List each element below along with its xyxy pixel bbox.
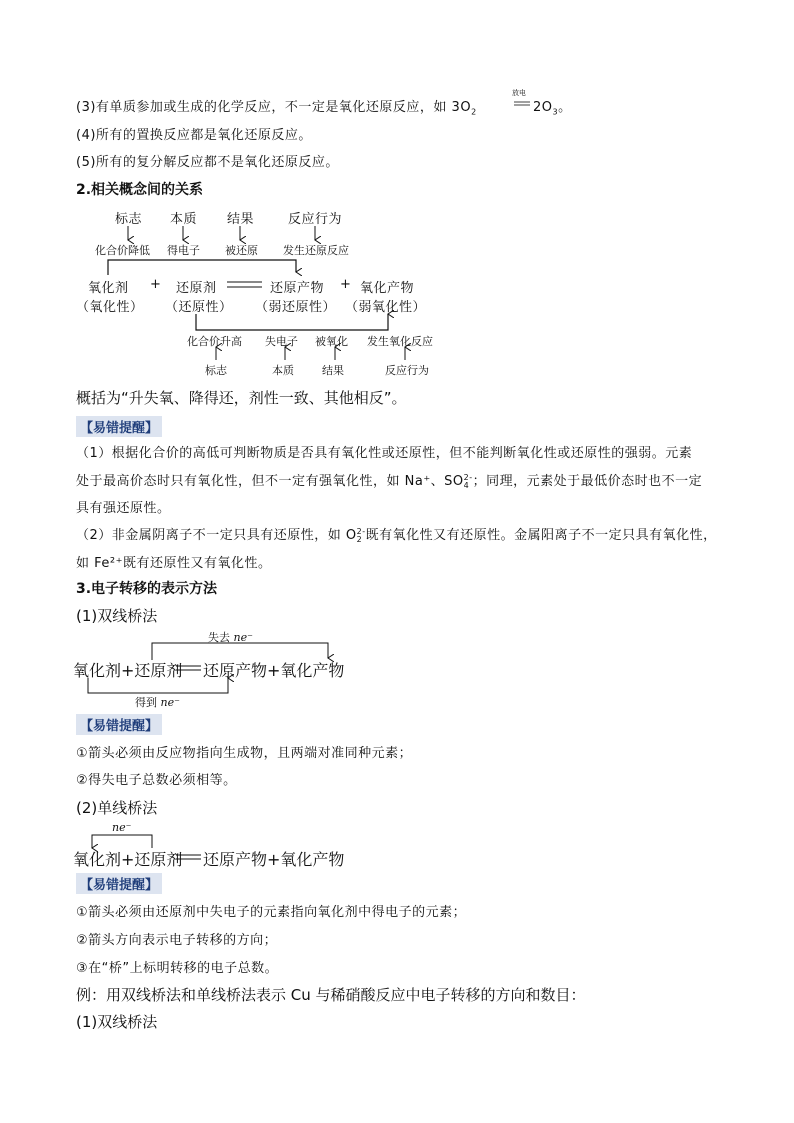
top-item-1: 化合价降低 bbox=[95, 244, 150, 257]
prop-reductant: （还原性） bbox=[165, 300, 233, 315]
peroxide-sup: 2- bbox=[356, 526, 366, 536]
hint-1-p1-line2-text: 处于最高价态时只有氧化性，但不一定有强氧化性，如 Na⁺、SO bbox=[76, 474, 464, 489]
db-top-b: ne⁻ bbox=[233, 631, 253, 644]
single-bridge-label: ne⁻ bbox=[112, 821, 132, 834]
example-text: 例：用双线桥法和单线桥法表示 Cu 与稀硝酸反应中电子转移的方向和数目： bbox=[76, 986, 586, 1004]
note-3-product-text: 2O bbox=[533, 100, 553, 115]
top-label-3: 结果 bbox=[227, 212, 255, 227]
note-4: (4)所有的置换反应都是氧化还原反应。 bbox=[76, 128, 312, 143]
double-bridge-bottom-label bbox=[135, 694, 180, 710]
hint-3-item-2: ②箭头方向表示电子转移的方向； bbox=[76, 933, 278, 948]
note-3-sub: 2 bbox=[471, 107, 477, 117]
term-oxidant: 氧化剂 bbox=[88, 281, 129, 296]
section2-top-arrows bbox=[128, 226, 315, 240]
hint-1-p2-line1 bbox=[76, 524, 717, 544]
summary-text: 概括为“升失氧、降得还，剂性一致、其他相反”。 bbox=[76, 389, 407, 407]
sulfate-sub: 4 bbox=[463, 480, 470, 490]
peroxide-sub: 2 bbox=[356, 534, 363, 544]
bottom-label-4: 反应行为 bbox=[385, 364, 429, 377]
prop-oxidant: （氧化性） bbox=[76, 300, 144, 315]
hint-1-p2-line1-text: （2）非金属阴离子不一定只具有还原性，如 O bbox=[76, 528, 357, 543]
note-3-product bbox=[533, 96, 572, 117]
hint-1-label: 【易错提醒】 bbox=[76, 416, 162, 437]
bottom-label-2: 本质 bbox=[272, 364, 294, 377]
sulfate-sup: 2- bbox=[463, 472, 473, 482]
double-bridge-top-label bbox=[208, 629, 253, 645]
note-3 bbox=[76, 96, 477, 117]
hint-1-p1-line2-end: ；同理，元素处于最低价态时也不一定 bbox=[472, 474, 703, 489]
prop-oxidation-product: （弱氧化性） bbox=[345, 300, 427, 315]
hint-3-item-3: ③在“桥”上标明转移的电子总数。 bbox=[76, 961, 279, 976]
hint-1-p1-line1: （1）根据化合价的高低可判断物质是否具有氧化性或还原性，但不能判断氧化性或还原性的强弱。元素 bbox=[76, 446, 693, 461]
db-bottom-b: ne⁻ bbox=[160, 696, 180, 709]
double-bridge-eq-left: 氧化剂+还原剂 bbox=[73, 661, 183, 680]
top-item-2: 得电子 bbox=[167, 244, 200, 257]
note-3-product-sub: 3 bbox=[552, 107, 559, 117]
bottom-item-2: 失电子 bbox=[265, 335, 298, 348]
single-bridge-eq-right: 还原产物+氧化产物 bbox=[203, 850, 345, 869]
hint-2-label: 【易错提醒】 bbox=[76, 714, 162, 735]
hint-1-p1-line3: 具有强还原性。 bbox=[76, 501, 171, 516]
term-plus-2: + bbox=[340, 277, 352, 292]
sulfate-charge bbox=[464, 474, 473, 490]
db-top-a: 失去 bbox=[208, 631, 234, 644]
note-3-condition: 放电 bbox=[512, 89, 526, 97]
section2-title: 2.相关概念间的关系 bbox=[76, 182, 204, 198]
double-bridge-eq-right: 还原产物+氧化产物 bbox=[203, 661, 345, 680]
bottom-label-3: 结果 bbox=[322, 364, 344, 377]
note-3-end: 。 bbox=[558, 100, 572, 115]
term-oxidation-product: 氧化产物 bbox=[360, 281, 415, 296]
section3-sub2: (2)单线桥法 bbox=[76, 799, 158, 817]
section3-title: 3.电子转移的表示方法 bbox=[76, 581, 218, 597]
bottom-label-1: 标志 bbox=[205, 364, 227, 377]
bottom-item-3: 被氧化 bbox=[315, 335, 348, 348]
hint-1-p2-line2: 如 Fe²⁺既有还原性又有氧化性。 bbox=[76, 556, 272, 571]
term-reductant: 还原剂 bbox=[176, 281, 217, 296]
top-item-4: 发生还原反应 bbox=[283, 244, 349, 257]
note-3-text: (3)有单质参加或生成的化学反应，不一定是氧化还原反应，如 3O bbox=[76, 100, 472, 115]
top-label-1: 标志 bbox=[115, 212, 143, 227]
section2-oxidation-bracket bbox=[196, 314, 388, 330]
bottom-item-4: 发生氧化反应 bbox=[367, 335, 433, 348]
db-bottom-a: 得到 bbox=[135, 696, 161, 709]
top-label-4: 反应行为 bbox=[288, 212, 343, 227]
hint-3-item-1: ①箭头必须由还原剂中失电子的元素指向氧化剂中得电子的元素； bbox=[76, 905, 467, 920]
hint-1-p1-line2 bbox=[76, 470, 702, 490]
term-reduction-product: 还原产物 bbox=[270, 281, 325, 296]
top-item-3: 被还原 bbox=[225, 244, 258, 257]
hint-2-item-1: ①箭头必须由反应物指向生成物，且两端对准同种元素； bbox=[76, 746, 413, 761]
note-5: (5)所有的复分解反应都不是氧化还原反应。 bbox=[76, 155, 339, 170]
single-bridge-eq-left: 氧化剂+还原剂 bbox=[73, 850, 183, 869]
top-label-2: 本质 bbox=[170, 212, 198, 227]
hint-2-item-2: ②得失电子总数必须相等。 bbox=[76, 773, 237, 788]
section2-reduction-bracket bbox=[108, 260, 296, 275]
term-plus-1: + bbox=[150, 277, 162, 292]
example-sub: (1)双线桥法 bbox=[76, 1013, 158, 1031]
hint-3-label: 【易错提醒】 bbox=[76, 873, 162, 894]
peroxide-charge bbox=[357, 528, 366, 544]
bottom-item-1: 化合价升高 bbox=[187, 335, 242, 348]
hint-1-p2-line1-end: 既有氧化性又有还原性。金属阳离子不一定只具有氧化性， bbox=[365, 528, 717, 543]
prop-reduction-product: （弱还原性） bbox=[255, 300, 337, 315]
section3-sub1: (1)双线桥法 bbox=[76, 607, 158, 625]
